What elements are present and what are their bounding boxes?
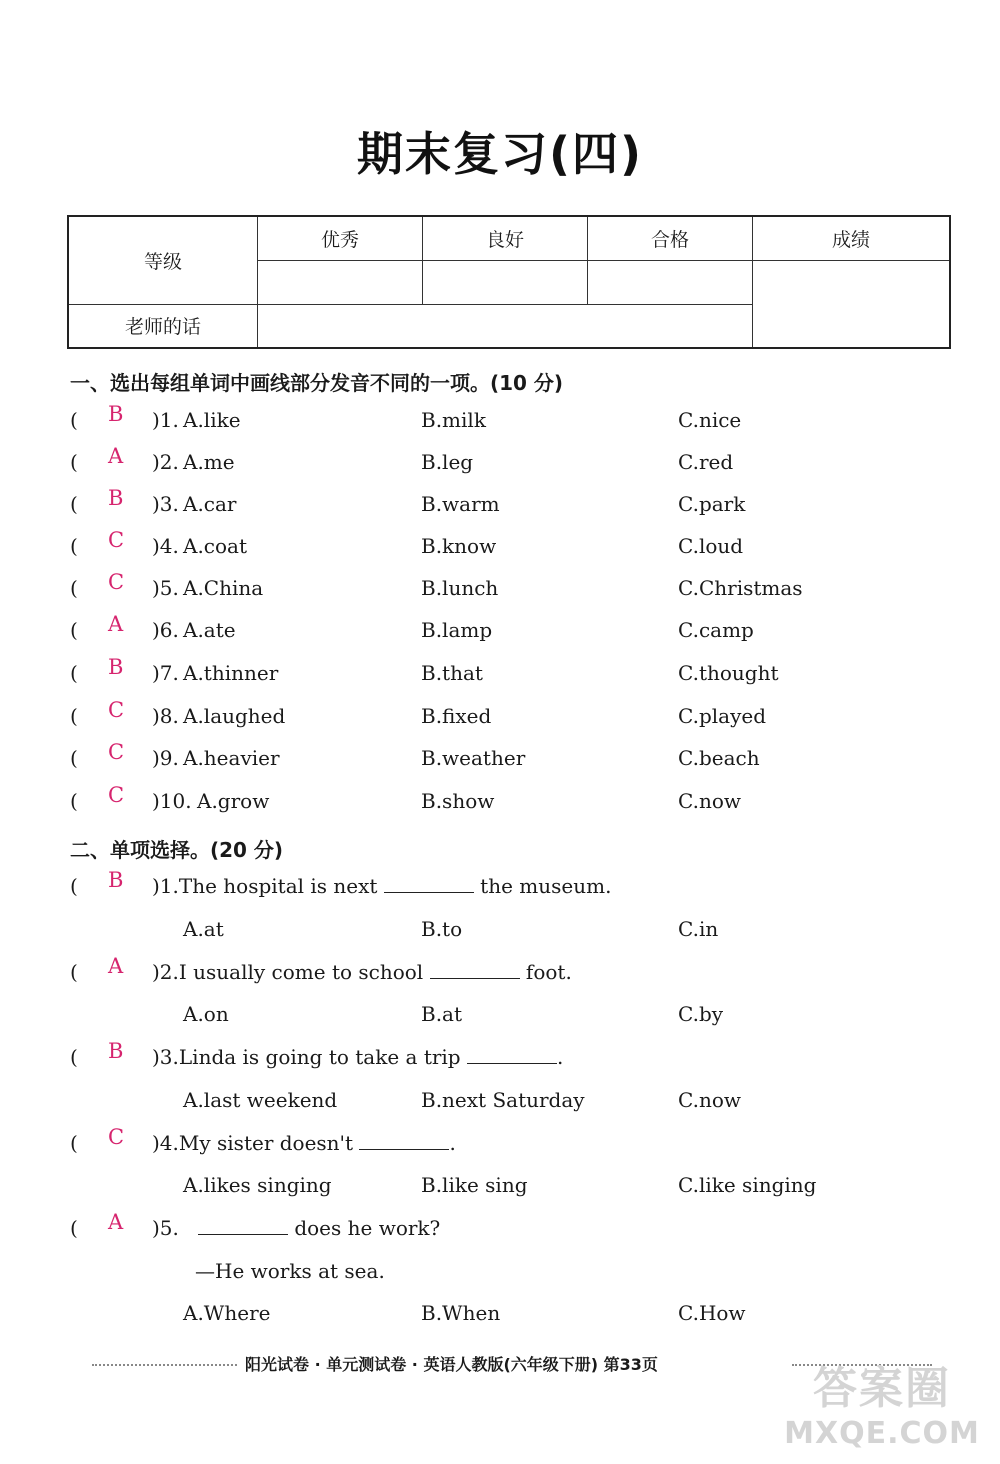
option-b: B.fixed	[421, 704, 492, 728]
paren: (	[70, 576, 78, 600]
paren: (	[70, 1131, 78, 1155]
option-c: C.How	[678, 1301, 746, 1325]
option-c: C.loud	[678, 534, 744, 558]
stem-post: the museum.	[480, 874, 612, 898]
option-a: A.grow	[197, 789, 270, 813]
option-b: B.show	[421, 789, 495, 813]
section1-item	[0, 655, 1000, 701]
answer[interactable]: A	[108, 954, 124, 978]
excellent-cell[interactable]	[258, 260, 423, 304]
answer-blank[interactable]	[467, 1045, 557, 1064]
option-a: A.Where	[183, 1301, 271, 1325]
excellent-header: 优秀	[258, 216, 423, 260]
answer[interactable]: C	[108, 783, 125, 807]
answer-blank[interactable]	[384, 874, 474, 893]
level-label: 等级	[68, 216, 258, 304]
teacher-comment-label: 老师的话	[68, 304, 258, 348]
option-c: C.thought	[678, 661, 779, 685]
stem-pre: )1.The hospital is next	[152, 874, 378, 898]
option-a: A.heavier	[183, 746, 280, 770]
item-number: )5.	[152, 576, 179, 600]
item-number: )7.	[152, 661, 179, 685]
answer[interactable]: C	[108, 698, 125, 722]
option-b: B.that	[421, 661, 483, 685]
option-c: C.nice	[678, 408, 742, 432]
answer[interactable]: B	[108, 1039, 124, 1063]
answer[interactable]: C	[108, 1125, 125, 1149]
option-a: A.thinner	[183, 661, 279, 685]
option-a: A.likes singing	[183, 1173, 332, 1197]
grade-table	[67, 215, 951, 349]
option-b: B.warm	[421, 492, 500, 516]
answer-blank[interactable]	[198, 1216, 288, 1235]
option-c: C.now	[678, 1088, 741, 1112]
question-stem	[0, 1125, 1000, 1171]
paren: (	[70, 661, 78, 685]
section1-item	[0, 612, 1000, 658]
option-a: A.car	[183, 492, 237, 516]
stem-text	[152, 1131, 456, 1155]
option-a: A.coat	[183, 534, 248, 558]
section1-item	[0, 444, 1000, 490]
answer[interactable]: C	[108, 570, 125, 594]
footer-text: 阳光试卷 · 单元测试卷 · 英语人教版(六年级下册) 第33页	[245, 1355, 658, 1374]
option-c: C.Christmas	[678, 576, 803, 600]
paren: (	[70, 874, 78, 898]
stem-text	[152, 960, 572, 984]
answer[interactable]: B	[108, 868, 124, 892]
stem-text	[152, 1045, 563, 1069]
section1-item	[0, 528, 1000, 574]
answer[interactable]: C	[108, 528, 125, 552]
watermark-logo	[782, 1352, 982, 1452]
option-b: B.milk	[421, 408, 486, 432]
good-cell[interactable]	[423, 260, 588, 304]
section1-item	[0, 402, 1000, 448]
stem-text	[152, 874, 611, 898]
answer-blank[interactable]	[359, 1131, 449, 1150]
answer[interactable]: B	[108, 402, 124, 426]
stem-pre: )4.My sister doesn't	[152, 1131, 354, 1155]
paren: (	[70, 704, 78, 728]
option-a: A.at	[183, 917, 224, 941]
paren: (	[70, 960, 78, 984]
stem-text	[152, 1216, 440, 1240]
stem-pre: )2.I usually come to school	[152, 960, 424, 984]
pass-cell[interactable]	[588, 260, 753, 304]
stem-post: .	[556, 1045, 564, 1069]
item-number: )6.	[152, 618, 179, 642]
option-a: A.China	[183, 576, 264, 600]
answer[interactable]: C	[108, 740, 125, 764]
option-a: A.on	[183, 1002, 229, 1026]
option-b: B.know	[421, 534, 497, 558]
option-c: C.like singing	[678, 1173, 817, 1197]
stem-post: foot.	[525, 960, 572, 984]
option-c: C.in	[678, 917, 719, 941]
option-a: A.laughed	[183, 704, 286, 728]
section1-heading: 一、选出每组单词中画线部分发音不同的一项。(10 分)	[70, 371, 564, 395]
option-b: B.lamp	[421, 618, 493, 642]
section1-item	[0, 698, 1000, 744]
section1-item	[0, 570, 1000, 616]
item-number: )4.	[152, 534, 179, 558]
paren: (	[70, 408, 78, 432]
option-c: C.now	[678, 789, 741, 813]
paren: (	[70, 534, 78, 558]
option-b: B.leg	[421, 450, 474, 474]
option-b: B.like sing	[421, 1173, 528, 1197]
question-stem	[0, 1039, 1000, 1085]
dialogue-reply: —He works at sea.	[195, 1259, 385, 1283]
option-a: A.like	[183, 408, 241, 432]
score-cell[interactable]	[753, 260, 951, 348]
section1-item	[0, 486, 1000, 532]
paren: (	[70, 1045, 78, 1069]
paren: (	[70, 492, 78, 516]
item-number: )10.	[152, 789, 192, 813]
answer-blank[interactable]	[430, 960, 520, 979]
stem-pre: )5.	[152, 1216, 179, 1240]
option-c: C.camp	[678, 618, 754, 642]
watermark-bottom: MXQE.COM	[784, 1416, 980, 1451]
option-a: A.last weekend	[183, 1088, 338, 1112]
footer-dots-left	[92, 1364, 237, 1366]
paren: (	[70, 450, 78, 474]
option-a: A.me	[183, 450, 235, 474]
teacher-comment-cell[interactable]	[258, 304, 753, 348]
pass-header: 合格	[588, 216, 753, 260]
option-c: C.by	[678, 1002, 724, 1026]
option-b: B.next Saturday	[421, 1088, 585, 1112]
answer[interactable]: A	[108, 1210, 124, 1234]
item-number: )1.	[152, 408, 179, 432]
stem-pre: )3.Linda is going to take a trip	[152, 1045, 461, 1069]
answer[interactable]: A	[108, 444, 124, 468]
option-b: B.at	[421, 1002, 463, 1026]
section1-item	[0, 740, 1000, 786]
question-options	[0, 1002, 1000, 1042]
paren: (	[70, 1216, 78, 1240]
option-c: C.played	[678, 704, 767, 728]
question-stem	[0, 868, 1000, 914]
question-options	[0, 1173, 1000, 1213]
stem-post: .	[449, 1131, 456, 1155]
option-c: C.park	[678, 492, 746, 516]
option-b: B.When	[421, 1301, 501, 1325]
section1-item	[0, 783, 1000, 829]
option-b: B.weather	[421, 746, 526, 770]
question-stem	[0, 1210, 1000, 1256]
option-a: A.ate	[183, 618, 236, 642]
item-number: )2.	[152, 450, 179, 474]
page-title: 期末复习(四)	[356, 127, 644, 181]
answer[interactable]: B	[108, 655, 124, 679]
question-options	[0, 1088, 1000, 1128]
question-options	[0, 917, 1000, 957]
question-stem	[0, 954, 1000, 1000]
question-options	[0, 1301, 1000, 1341]
item-number: )3.	[152, 492, 179, 516]
paren: (	[70, 618, 78, 642]
score-header: 成绩	[753, 216, 951, 260]
item-number: )8.	[152, 704, 179, 728]
answer[interactable]: B	[108, 486, 124, 510]
option-c: C.beach	[678, 746, 760, 770]
stem-post: does he work?	[294, 1216, 441, 1240]
option-b: B.lunch	[421, 576, 499, 600]
answer[interactable]: A	[108, 612, 124, 636]
section2-heading: 二、单项选择。(20 分)	[70, 838, 284, 862]
item-number: )9.	[152, 746, 179, 770]
paren: (	[70, 746, 78, 770]
watermark-top: 答案圈	[813, 1363, 951, 1414]
paren: (	[70, 789, 78, 813]
option-c: C.red	[678, 450, 734, 474]
good-header: 良好	[423, 216, 588, 260]
option-b: B.to	[421, 917, 463, 941]
